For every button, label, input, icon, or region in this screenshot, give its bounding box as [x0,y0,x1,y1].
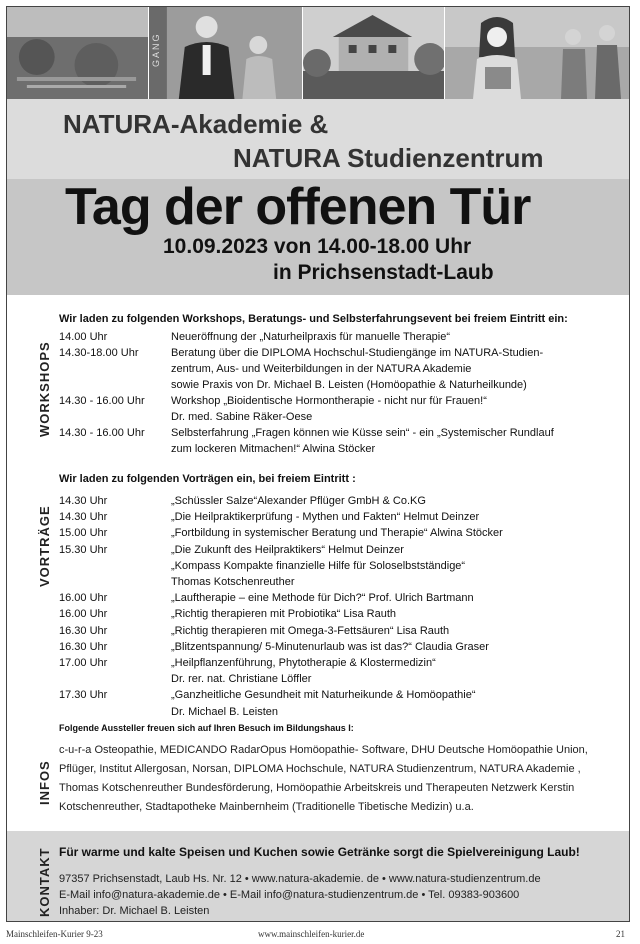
footer-page-number: 21 [616,929,625,939]
contact-address-line: 97357 Prichsenstadt, Laub Hs. Nr. 12 • www.natura-akademie. de • www.natura-studienzentrum.de [59,873,541,885]
advertisement [6,6,630,922]
schedule-time: 15.00 Uhr [59,527,108,540]
footer-website: www.mainschleifen-kurier.de [258,929,365,939]
schedule-description: „Ganzheitliche Gesundheit mit Naturheikunde & Homöopathie“ [171,689,476,702]
contact-email-line: E-Mail info@natura-akademie.de • E-Mail info@natura-studienzentrum.de • Tel. 09383-903600 [59,889,520,901]
infos-side-label: INFOS [37,760,52,805]
exhibitors-text: c-u-r-a Osteopathie, MEDICANDO RadarOpus Homöopathie- Software, DHU Deutsche Homöopathie Union, Pflüger, Institut Allergosan, Norsan, DIPLOMA Hochschule, NATURA Studienzentrum, NATURA Akademie , Thomas Kotschenreuther Bundesförderung, Homöopathie Arbeitskreis und Therapeuten Netzwerk Kerstin Kotschenreuther, Stadtapotheke Mainbernheim (Traditionelle Tibetische Medizin) u.a. [59,744,588,813]
kontakt-section [7,831,629,922]
schedule-time: 14.30 Uhr [59,495,108,507]
food-notice: Für warme und kalte Speisen und Kuchen sowie Getränke sorgt die Spielvereinigung Laub! [59,845,580,859]
header-photo-strip [7,7,629,99]
schedule-time: 16.00 Uhr [59,592,108,605]
schedule-description: „Heilpflanzenführung, Phytotherapie & Klostermedizin“ [171,657,436,669]
event-banner [7,179,629,295]
footer-issue: Mainschleifen-Kurier 9-23 [6,929,103,939]
man-portrait-photo [149,7,303,99]
contact-owner-line: Inhaber: Dr. Michael B. Leisten [59,905,210,917]
schedule-time: 14.30 - 16.00 Uhr [59,427,145,439]
event-place: in Prichsenstadt-Laub [273,261,494,284]
schedule-time: 14.30 - 16.00 Uhr [59,395,145,407]
schedule-description: Dr. Michael B. Leisten [171,705,278,718]
schedule-time: 14.30 Uhr [59,511,108,524]
students-photo [445,7,629,99]
schedule-description: Neueröffnung der „Naturheilpraxis für manuelle Therapie“ [171,331,451,343]
schedule-time: 17.30 Uhr [59,689,108,702]
garden-photo [7,7,149,99]
organization-header [7,99,629,179]
vortraege-intro: Wir laden zu folgenden Vorträgen ein, bei freiem Eintritt : [59,473,356,485]
event-date: 10.09.2023 von 14.00-18.00 Uhr [163,235,472,258]
infos-heading: Folgende Aussteller freuen sich auf Ihren Besuch im Bildungshaus I: [59,723,354,733]
schedule-description: „Die Zukunft des Heilpraktikers“ Helmut Deinzer [171,543,404,556]
village-building-photo [303,7,445,99]
workshops-side-label: WORKSHOPS [37,341,52,437]
event-headline: Tag der offenen Tür [65,178,531,236]
schedule-description: „Blitzentspannung/ 5-Minutenurlaub was ist das?“ Claudia Graser [171,640,489,653]
schedule-description: „Richtig therapieren mit Omega-3-Fettsäuren“ Lisa Rauth [171,624,450,637]
schedule-description: Beratung über die DIPLOMA Hochschul-Studiengänge im NATURA-Studien- [171,347,544,359]
schedule-description: „Die Heilpraktikerprüfung - Mythen und Fakten“ Helmut Deinzer [171,511,480,524]
page-footer [0,926,640,944]
title-line-1: NATURA-Akademie & [63,109,329,139]
schedule-time: 16.30 Uhr [59,624,108,637]
schedule-description: „Lauftherapie – eine Methode für Dich?“ Prof. Ulrich Bartmann [171,592,474,605]
kontakt-side-label: KONTAKT [37,847,52,917]
workshops-intro: Wir laden zu folgenden Workshops, Beratungs- und Selbsterfahrungsevent bei freiem Eintritt ein: [59,313,568,325]
schedule-description: „Kompass Kompakte finanzielle Hilfe für Soloselbstständige“ [171,559,466,572]
schedule-description: „Schüssler Salze“Alexander Pflüger GmbH & Co.KG [171,495,426,507]
vortraege-side-label: VORTRÄGE [37,505,52,587]
schedule-description: Dr. med. Sabine Räker-Oese [171,411,313,423]
infos-section [7,719,629,831]
schedule-description: „Richtig therapieren mit Probiotika“ Lisa Rauth [171,608,396,621]
schedule-description: „Fortbildung in systemischer Beratung und Therapie“ Alwina Stöcker [171,527,503,540]
schedule-description: Dr. rer. nat. Christiane Löffler [171,673,312,686]
schedule-time: 14.30-18.00 Uhr [59,347,139,359]
title-line-2: NATURA Studienzentrum [233,143,544,173]
schedule-time: 15.30 Uhr [59,543,108,556]
schedule-description: Workshop „Bioidentische Hormontherapie - nicht nur für Frauen!“ [171,395,487,407]
schedule-description: zum lockeren Mitmachen!“ Alwina Stöcker [171,443,376,455]
photo-overlay-text: GANG [151,32,161,67]
schedule-time: 17.00 Uhr [59,657,108,669]
schedule-description: Thomas Kotschenreuther [171,576,295,588]
schedule-description: zentrum, Aus- und Weiterbildungen in der NATURA Akademie [171,363,472,375]
schedule-time: 16.00 Uhr [59,608,108,621]
schedule-description: Selbsterfahrung „Fragen können wie Küsse sein“ - ein „Systemischer Rundlauf [171,427,554,439]
schedule-description: sowie Praxis von Dr. Michael B. Leisten (Homöopathie & Naturheilkunde) [171,379,527,391]
schedule-time: 16.30 Uhr [59,640,108,653]
schedule-time: 14.00 Uhr [59,331,108,343]
